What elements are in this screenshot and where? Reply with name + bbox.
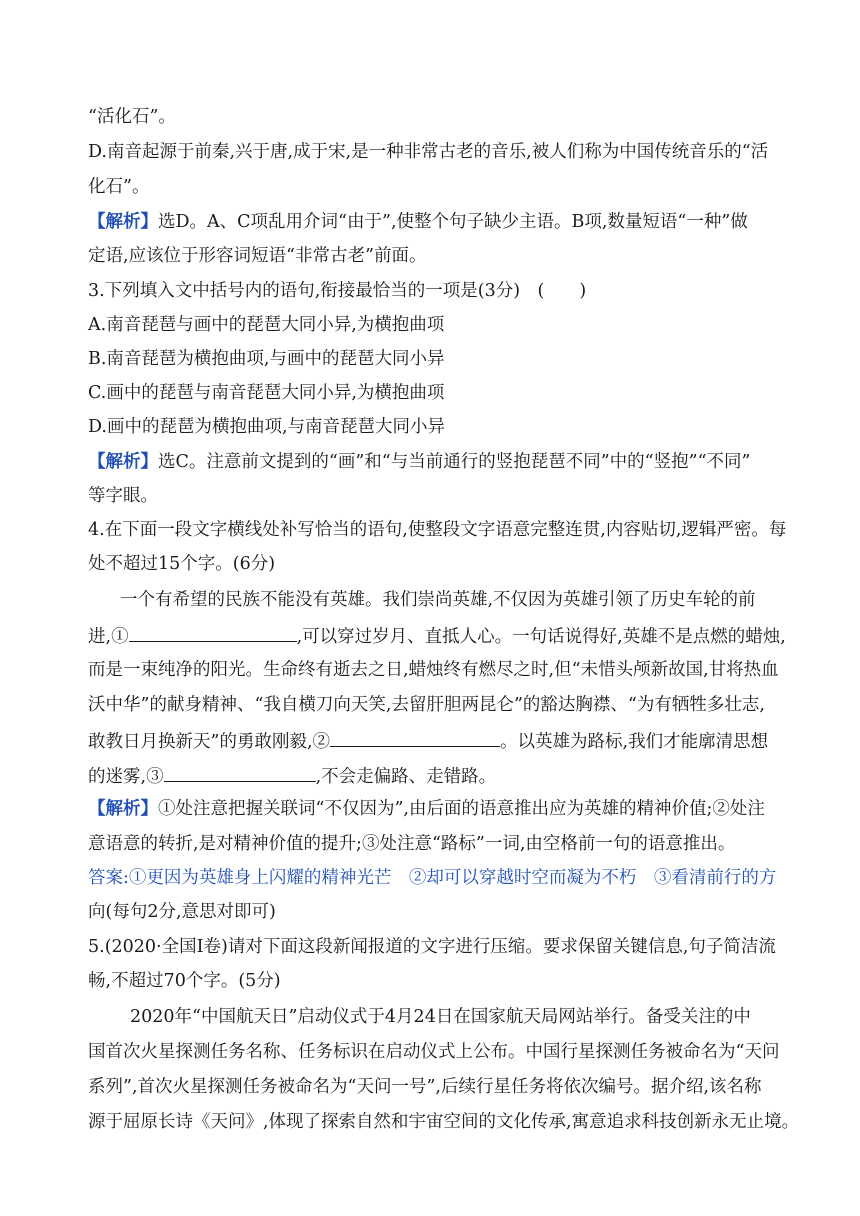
q4-passage-line-4: 沃中华”的献身精神、“我自横刀向天笑,去留肝胆两昆仑”的豁达胸襟、“为有牺牲多壮志, <box>88 695 765 715</box>
q4-answer-line-2: 向(每句2分,意思对即可) <box>88 902 276 922</box>
q3-stem: 3.下列填入文中括号内的语句,衔接最恰当的一项是(3分) ( ) <box>88 281 587 301</box>
q3-explanation-line-1 <box>88 450 788 474</box>
passage-text: 。以英雄为路标,我们才能廓清思想 <box>500 732 769 752</box>
q3-option-b: B.南音琵琶为横抱曲项,与画中的琵琶大同小异 <box>88 349 445 369</box>
q3-option-c: C.画中的琵琶与南音琵琶大同小异,为横抱曲项 <box>88 383 445 403</box>
q5-passage-line-2: 国首次火星探测任务名称、任务标识在启动仪式上公布。中国行星探测任务被命名为“天问 <box>88 1042 780 1062</box>
q5-passage-line-1: 2020年“中国航天日”启动仪式于4月24日在国家航天局网站举行。备受关注的中 <box>130 1007 751 1027</box>
q4-stem-line-1: 4.在下面一段文字横线处补写恰当的语句,使整段文字语意完整连贯,内容贴切,逻辑严密。每 <box>88 520 787 540</box>
analysis-tag: 【解析】 <box>88 452 158 472</box>
q5-passage-line-4: 源于屈原长诗《天问》,体现了探索自然和宇宙空间的文化传承,寓意追求科技创新永无止境。 <box>88 1112 800 1132</box>
q4-passage-line-2 <box>88 623 788 649</box>
explanation-text: 选C。注意前文提到的“画”和“与当前通行的竖抱琵琶不同”中的“竖抱”“不同” <box>158 452 751 472</box>
q5-stem-line-1: 5.(2020·全国Ⅰ卷)请对下面这段新闻报道的文字进行压缩。要求保留关键信息,句子简洁流 <box>88 937 776 957</box>
q5-passage-line-3: 系列”,首次火星探测任务被命名为“天问一号”,后续行星任务将依次编号。据介绍,该名称 <box>88 1077 762 1097</box>
passage-text: 的迷雾,③ <box>88 767 164 787</box>
q4-passage-line-3: 而是一束纯净的阳光。生命终有逝去之日,蜡烛终有燃尽之时,但“未惜头颅新故国,甘将热血 <box>88 660 779 680</box>
analysis-tag: 【解析】 <box>88 799 158 819</box>
q4-answer-line-1: 答案:①更因为英雄身上闪耀的精神光芒 ②却可以穿越时空而凝为不朽 ③看清前行的方 <box>88 868 777 888</box>
passage-text: 进,① <box>88 627 129 647</box>
answer-blank-2[interactable] <box>330 728 500 747</box>
explanation-text: 选D。A、C项乱用介词“由于”,使整个句子缺少主语。B项,数量短语“一种”做 <box>158 212 748 232</box>
q4-passage-line-6 <box>88 763 788 789</box>
analysis-tag: 【解析】 <box>88 212 158 232</box>
q3-option-d: D.画中的琵琶为横抱曲项,与南音琵琶大同小异 <box>88 417 446 437</box>
q2-explanation-line-2: 定语,应该位于形容词短语“非常古老”前面。 <box>88 246 427 266</box>
answer-blank-3[interactable] <box>164 763 316 782</box>
q4-explanation-line-1 <box>88 797 788 821</box>
q4-passage-line-1: 一个有希望的民族不能没有英雄。我们崇尚英雄,不仅因为英雄引领了历史车轮的前 <box>120 590 756 610</box>
q5-stem-line-2: 畅,不超过70个字。(5分) <box>88 971 281 991</box>
option-d-line-1: D.南音起源于前秦,兴于唐,成于宋,是一种非常古老的音乐,被人们称为中国传统音乐的“活 <box>88 142 769 162</box>
passage-text: 敢教日月换新天”的勇敢刚毅,② <box>88 732 331 752</box>
answer-blank-1[interactable] <box>129 623 297 642</box>
option-d-line-2: 化石”。 <box>88 177 150 197</box>
q2-explanation-line-1 <box>88 210 788 234</box>
q4-passage-line-5 <box>88 728 788 754</box>
text-line: “活化石”。 <box>88 107 176 127</box>
passage-text: ,不会走偏路、走错路。 <box>315 767 497 787</box>
explanation-text: ①处注意把握关联词“不仅因为”,由后面的语意推出应为英雄的精神价值;②处注 <box>158 799 765 819</box>
q3-explanation-line-2: 等字眼。 <box>88 486 158 506</box>
q3-option-a: A.南音琵琶与画中的琵琶大同小异,为横抱曲项 <box>88 315 445 335</box>
q4-explanation-line-2: 意语意的转折,是对精神价值的提升;③处注意“路标”一词,由空格前一句的语意推出。 <box>88 834 736 854</box>
passage-text: ,可以穿过岁月、直抵人心。一句话说得好,英雄不是点燃的蜡烛, <box>296 627 786 647</box>
q4-stem-line-2: 处不超过15个字。(6分) <box>88 554 276 574</box>
